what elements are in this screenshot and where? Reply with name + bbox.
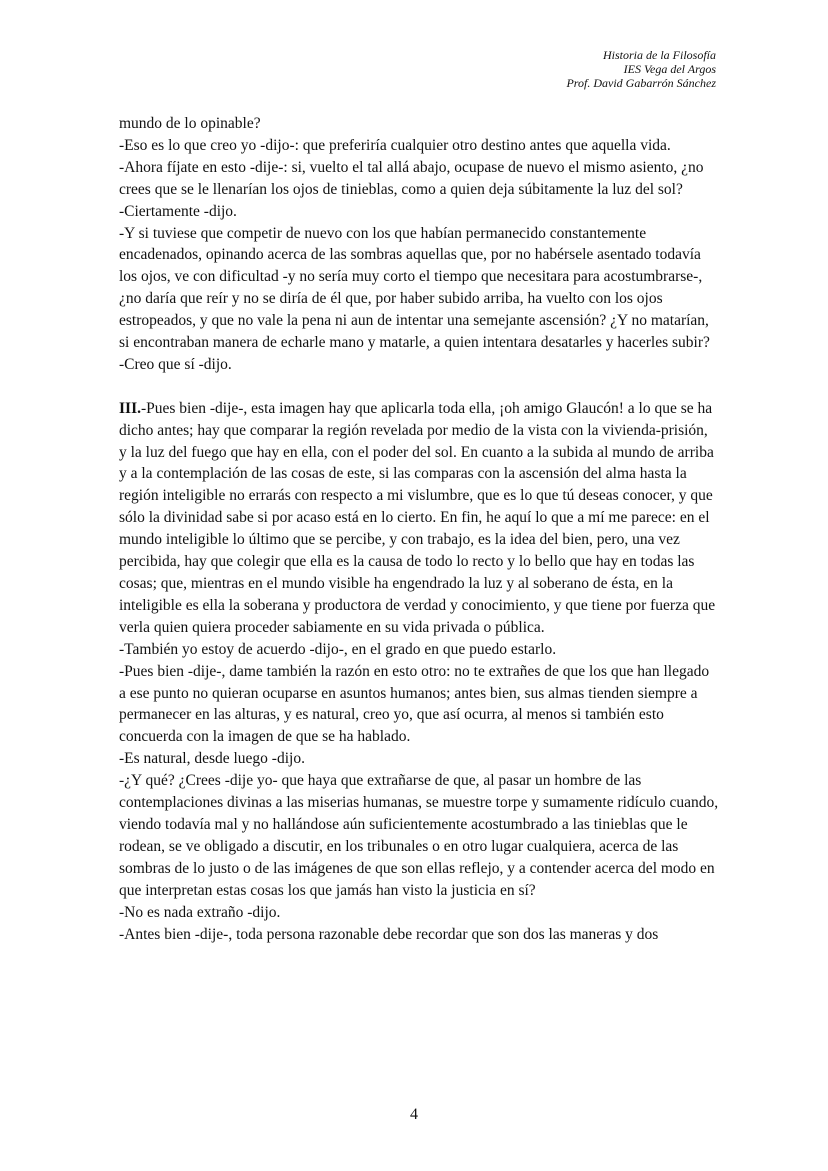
paragraph: -Eso es lo que creo yo -dijo-: que preferiría cualquier otro destino antes que aquella vida. — [119, 136, 671, 154]
paragraph: -Pues bien -dije-, dame también la razón en esto otro: no te extrañes de que los que han llegado a ese punto no quieran ocuparse en asuntos humanos; antes bien, sus almas tienden siempre a permanecer en las alturas, y es natural, creo yo, que así ocurra, al menos si también esto concuerda con la imagen de que se ha hablado. — [119, 662, 710, 746]
section-number: III. — [119, 399, 141, 417]
paragraph: mundo de lo opinable? — [119, 115, 261, 132]
section-paragraph — [119, 398, 719, 639]
paragraph: -Es natural, desde luego -dijo. — [119, 750, 305, 768]
paragraph: -Ahora fíjate en esto -dije-: si, vuelto el tal allá abajo, ocupase de nuevo el mismo asiento, ¿no crees que se le llenarían los ojos de tinieblas, como a quien deja súbitamente la luz del sol? — [119, 158, 704, 198]
page-number: 4 — [410, 1106, 418, 1123]
body-text — [119, 113, 719, 945]
section-text: -Pues bien -dije-, esta imagen hay que aplicarla toda ella, ¡oh amigo Glaucón! a lo que se ha dicho antes; hay que comparar la región revelada por medio de la vista con la vivienda-prisión, y la luz del fuego que hay en ella, con el poder del sol. En cuanto a la subida al mundo de arriba y a la contemplación de las cosas de este, si las comparas con la ascensión del alma hasta la región inteligible no errarás con respecto a mi vislumbre, que es lo que tú deseas conocer, y que sólo la divinidad sabe si por acaso está en lo cierto. En fin, he aquí lo que a mí me parece: en el mundo inteligible lo último que se percibe, y con trabajo, es la idea del bien, pero, una vez percibida, hay que colegir que ella es la causa de todo lo recto y lo bello que hay en todas las cosas; que, mientras en el mundo visible ha engendrado la luz y al soberano de ésta, en la inteligible es ella la soberana y productora de verdad y conocimiento, y que tiene por fuerza que verla quien quiera proceder sabiamente en su vida privada o pública. — [119, 399, 716, 636]
paragraph: -No es nada extraño -dijo. — [119, 903, 281, 921]
paragraph: -También yo estoy de acuerdo -dijo-, en el grado en que puedo estarlo. — [119, 640, 557, 658]
paragraph: -Y si tuviese que competir de nuevo con los que habían permanecido constantemente encadenados, opinando acerca de las sombras aquellas que, por no habérsele asentado todavía los ojos, ve con dificultad -y no sería muy corto el tiempo que necesitara para acostumbrarse-, ¿no daría que reír y no se diría de él que, por haber subido arriba, ha vuelto con los ojos estropeados, y que no vale la pena ni aun de intentar una semejante ascensión? ¿Y no matarían, si encontraban manera de echarle mano y matarle, a quien intentara desatarles y hacerles subir? — [119, 224, 710, 352]
header-teacher: Prof. David Gabarrón Sánchez — [566, 76, 716, 90]
page-header — [566, 48, 716, 90]
paragraph: -Antes bien -dije-, toda persona razonable debe recordar que son dos las maneras y dos — [119, 925, 659, 943]
header-school: IES Vega del Argos — [623, 62, 716, 76]
paragraph: -¿Y qué? ¿Crees -dije yo- que haya que extrañarse de que, al pasar un hombre de las contemplaciones divinas a las miserias humanas, se muestre torpe y sumamente ridículo cuando, viendo todavía mal y no hallándose aún suficientemente acostumbrado a las tinieblas que le rodean, se ve obligado a discutir, en los tribunales o en otro lugar cualquiera, acerca de las sombras de lo justo o de las imágenes de que son ellas reflejo, y a contender acerca del modo en que interpretan estas cosas los que jamás han visto la justicia en sí? — [119, 772, 719, 899]
paragraph: -Ciertamente -dijo. — [119, 202, 237, 220]
header-course: Historia de la Filosofía — [602, 48, 716, 62]
paragraph: -Creo que sí -dijo. — [119, 355, 232, 373]
